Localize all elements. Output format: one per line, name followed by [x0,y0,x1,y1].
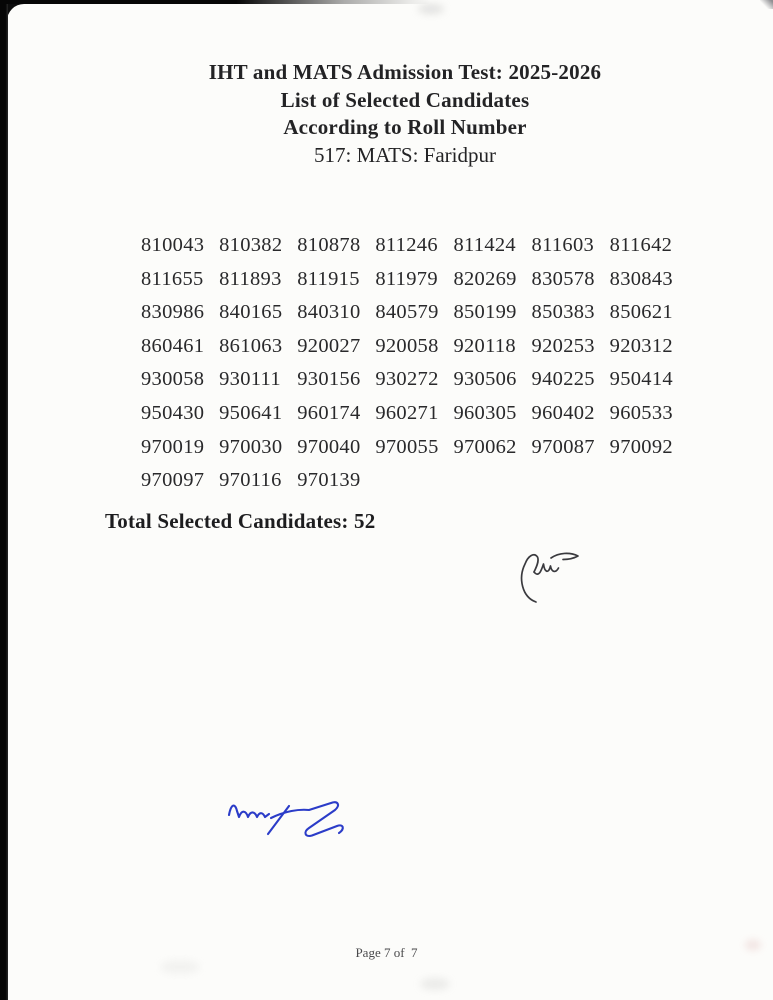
roll-number: 811979 [375,267,438,290]
roll-number: 920253 [531,334,595,357]
roll-number: 970040 [297,435,361,458]
roll-number: 970087 [531,435,595,458]
roll-number: 840165 [219,301,283,324]
roll-number: 830986 [141,301,205,324]
signature-stroke [522,555,538,602]
roll-number: 930506 [453,368,517,391]
roll-number: 960533 [609,401,673,424]
roll-number: 850383 [531,301,595,324]
roll-number: 970097 [141,469,205,492]
roll-number: 811246 [375,234,438,256]
roll-number: 840310 [297,301,361,324]
roll-number: 960305 [453,401,517,424]
roll-number: 970062 [453,435,517,458]
roll-number: 960174 [297,401,361,424]
roll-number: 850621 [609,301,673,324]
blue-ink-signature [215,788,357,850]
roll-number: 920058 [375,334,439,357]
roll-number: 920312 [609,334,673,357]
roll-number: 810043 [141,234,205,256]
scan-edge-left [0,0,8,1000]
roll-number: 950430 [141,401,205,424]
roll-number: 840579 [375,301,439,324]
roll-number: 960402 [531,401,595,424]
roll-number: 810382 [219,234,283,256]
total-selected-label: Total Selected Candidates: 52 [105,509,376,533]
roll-number: 811893 [219,267,282,290]
roll-number: 930111 [219,368,281,391]
roll-number: 811642 [609,234,673,256]
document-title-line-1: IHT and MATS Admission Test: 2025-2026 [208,60,602,84]
dark-ink-signature [503,544,615,610]
roll-number: 820269 [453,267,517,290]
roll-number: 850199 [453,301,517,324]
roll-number: 811915 [297,267,360,290]
roll-number: 940225 [531,368,595,391]
roll-number: 811603 [531,234,595,256]
document-title-line-2: List of Selected Candidates [280,87,530,112]
roll-number-grid [141,229,673,498]
roll-number: 970139 [297,469,361,492]
roll-number: 930156 [297,368,361,391]
page-number-footer: Page 7 of 7 [355,945,418,960]
roll-number: 930272 [375,368,439,391]
heading-block [37,59,773,169]
document-title-line-3: According to Roll Number [283,115,527,139]
roll-number: 950414 [609,368,673,391]
signature-stroke [229,806,269,817]
roll-number: 811424 [453,234,516,256]
roll-number: 970092 [609,435,673,458]
roll-number: 920118 [453,334,516,357]
roll-number: 830843 [609,267,673,290]
signature-stroke [271,802,343,836]
roll-number: 950641 [219,401,283,424]
roll-number: 920027 [297,334,361,357]
signature-stroke [268,806,289,834]
roll-number: 930058 [141,368,205,391]
roll-number: 970055 [375,435,439,458]
roll-number: 860461 [141,334,205,357]
roll-number: 861063 [219,334,283,357]
roll-number: 960271 [375,401,439,424]
roll-number: 970019 [141,435,205,458]
roll-number: 811655 [141,267,204,290]
document-content [37,0,773,1000]
roll-number: 810878 [297,234,361,256]
venue-heading: 517: MATS: Faridpur [313,142,496,167]
roll-number: 970030 [219,435,283,458]
signature-stroke [551,553,578,559]
roll-number: 830578 [531,267,595,290]
roll-number: 970116 [219,469,282,492]
